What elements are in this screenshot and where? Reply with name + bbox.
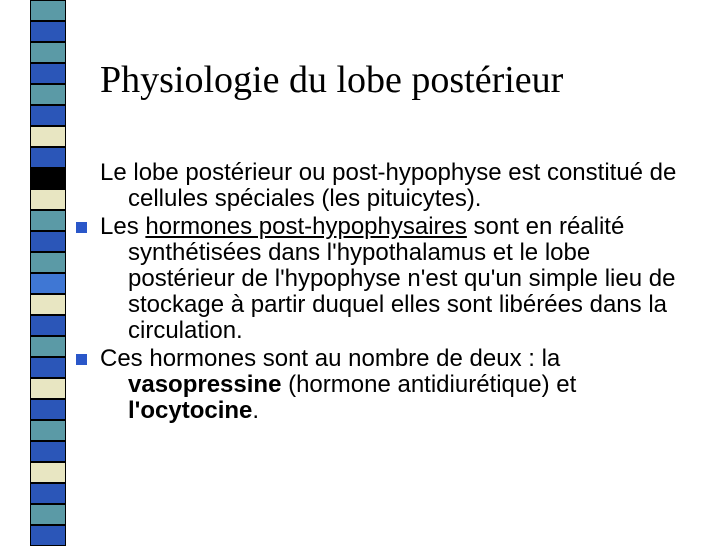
bullet-item-two-hormones: [100, 346, 700, 424]
bullet-text-prefix: Ces hormones sont au nombre de deux : la: [100, 345, 561, 372]
stripe-block: [30, 168, 66, 189]
decorative-stripe: [30, 0, 66, 540]
stripe-block: [30, 483, 66, 504]
stripe-block: [30, 420, 66, 441]
bullet-square-icon: [76, 222, 87, 233]
stripe-block: [30, 315, 66, 336]
bullet-text-mid: (hormone antidiurétique) et: [281, 371, 577, 398]
ocytocine-term: l'ocytocine: [128, 397, 253, 424]
bullet-text-rest: sont en réalité synthétisées dans l'hypothalamus et le lobe postérieur de l'hypophyse n'est qu'un simple lieu de stockage à partir duquel elles sont libérées dans la circulation.: [128, 213, 676, 344]
hormones-link[interactable]: hormones post-hypophysaires: [145, 213, 467, 240]
stripe-block: [30, 252, 66, 273]
bullet-text-end: .: [252, 397, 260, 424]
stripe-block: [30, 147, 66, 168]
stripe-block: [30, 441, 66, 462]
stripe-block: [30, 336, 66, 357]
stripe-block: [30, 21, 66, 42]
stripe-block: [30, 210, 66, 231]
stripe-block: [30, 189, 66, 210]
slide-title: Physiologie du lobe postérieur: [100, 59, 564, 101]
bullet-item-hormones: [100, 214, 700, 344]
stripe-block: [30, 294, 66, 315]
stripe-block: [30, 378, 66, 399]
stripe-block: [30, 399, 66, 420]
paragraph-intro: Le lobe postérieur ou post-hypophyse est constitué de cellules spéciales (les pituicytes).: [100, 159, 677, 212]
slide-body: [100, 160, 700, 424]
stripe-block: [30, 462, 66, 483]
bullet-text-prefix: Les: [100, 213, 146, 240]
stripe-block: [30, 504, 66, 525]
stripe-block: [30, 126, 66, 147]
stripe-block: [30, 525, 66, 546]
bullet-square-icon: [76, 354, 87, 365]
stripe-block: [30, 231, 66, 252]
stripe-block: [30, 63, 66, 84]
stripe-block: [30, 42, 66, 63]
stripe-block: [30, 0, 66, 21]
stripe-block: [30, 84, 66, 105]
stripe-block: [30, 273, 66, 294]
stripe-block: [30, 105, 66, 126]
stripe-block: [30, 357, 66, 378]
vasopressine-term: vasopressine: [128, 371, 282, 398]
